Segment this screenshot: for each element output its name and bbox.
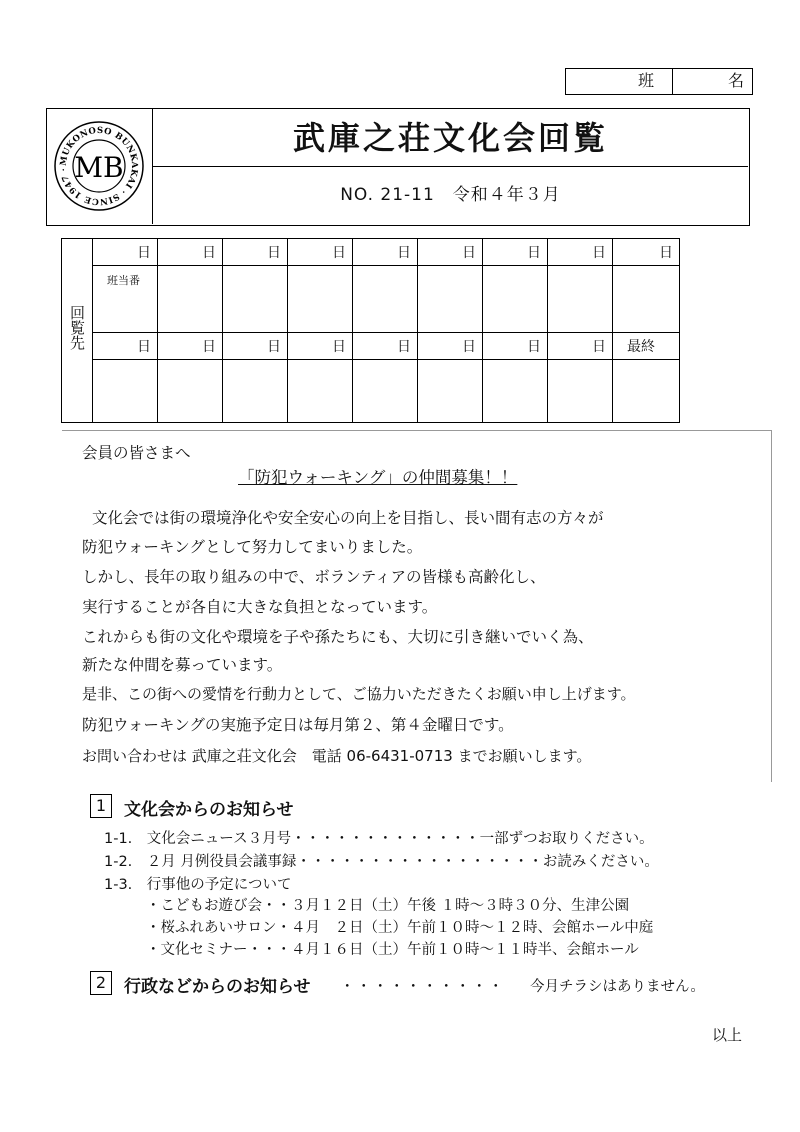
header-box (46, 108, 750, 226)
sign-cell (223, 266, 288, 333)
sign-cell (353, 360, 418, 423)
day-cell: 日 (418, 239, 483, 266)
day-cell: 日 (93, 333, 158, 360)
duty-cell: 班当番 (93, 266, 158, 333)
day-cell: 日 (223, 239, 288, 266)
day-cell: 日 (288, 239, 353, 266)
section-1-title: 文化会からのお知らせ (124, 800, 294, 820)
sign-cell (223, 360, 288, 423)
day-cell: 日 (288, 333, 353, 360)
logo-mark: MB (74, 151, 124, 184)
day-cell: 日 (93, 239, 158, 266)
sign-cell (353, 266, 418, 333)
notice-line: お問い合わせは 武庫之荘文化会 電話 06-6431-0713 までお願いします。 (82, 747, 592, 765)
section-1-item: 1-3. 行事他の予定について (104, 877, 292, 893)
day-cell: 日 (548, 333, 613, 360)
class-name-box (565, 68, 753, 95)
section-2-note: 今月チラシはありません。 (530, 979, 705, 995)
section-2-number: 2 (90, 971, 112, 995)
day-cell: 日 (353, 239, 418, 266)
day-cell: 日 (418, 333, 483, 360)
circulation-side-label: 回覧先 (62, 239, 93, 423)
name-label: 名 (727, 71, 744, 90)
notice-line: 実行することが各自に大きな負担となっています。 (82, 598, 438, 616)
sign-cell (158, 360, 223, 423)
day-cell: 日 (613, 239, 680, 266)
mb-seal-logo (47, 109, 151, 223)
notice-line: これからも街の文化や環境を子や孫たちにも、大切に引き継いでいく為、 (82, 628, 594, 646)
sign-cell (288, 360, 353, 423)
sign-cell (93, 360, 158, 423)
section-1-item: 1-2. ２月 月例役員会議事録・・・・・・・・・・・・・・・・・お読みください。 (104, 854, 659, 870)
notice-line: 防犯ウォーキングとして努力してまいりました。 (82, 538, 423, 556)
notice-greeting: 会員の皆さまへ (82, 444, 191, 462)
event-item: ・こどもお遊び会・・３月１２日（土）午後 １時～３時３０分、生津公園 (146, 898, 630, 914)
sign-cell (613, 266, 680, 333)
notice-line: 文化会では街の環境浄化や安全安心の向上を目指し、長い間有志の方々が (92, 509, 604, 527)
circulation-table (61, 238, 680, 423)
han-label: 班 (566, 69, 673, 94)
sign-cell (418, 266, 483, 333)
sign-cell (418, 360, 483, 423)
day-cell: 日 (158, 239, 223, 266)
section-1-number: 1 (90, 794, 112, 818)
issue-number: NO. 21-11 令和４年３月 (340, 185, 561, 205)
notice-line: 是非、この街への愛情を行動力として、ご協力いただきたくお願い申し上げます。 (82, 685, 636, 703)
sign-cell (483, 266, 548, 333)
sign-cell (158, 266, 223, 333)
day-cell: 日 (223, 333, 288, 360)
notice-line: 防犯ウォーキングの実施予定日は毎月第２、第４金曜日です。 (82, 716, 514, 734)
day-cell: 日 (548, 239, 613, 266)
logo-cell (47, 109, 153, 224)
section-2-title: 行政などからのお知らせ (124, 977, 311, 997)
day-cell: 日 (158, 333, 223, 360)
event-item: ・文化セミナー・・・４月１６日（土）午前１０時～１１時半、会館ホール (146, 942, 639, 958)
event-item: ・桜ふれあいサロン・４月 ２日（土）午前１０時～１２時、会館ホール中庭 (146, 920, 654, 936)
day-cell: 日 (483, 333, 548, 360)
day-cell: 日 (483, 239, 548, 266)
notice-box (62, 430, 772, 782)
day-cell: 日 (353, 333, 418, 360)
final-cell: 最終 (613, 333, 680, 360)
notice-line: しかし、長年の取り組みの中で、ボランティアの皆様も高齢化し、 (82, 568, 546, 586)
closing-mark: 以上 (712, 1026, 743, 1044)
sign-cell (288, 266, 353, 333)
sign-cell (483, 360, 548, 423)
sign-cell (548, 266, 613, 333)
page-title: 武庫之荘文化会回覧 (153, 109, 748, 167)
section-2-dots: ・・・・・・・・・・ (340, 979, 505, 995)
section-1-item: 1-1. 文化会ニュース３月号・・・・・・・・・・・・・一部ずつお取りください。 (104, 831, 654, 847)
sign-cell (548, 360, 613, 423)
notice-title: 「防犯ウォーキング」の仲間募集！！ (238, 468, 518, 487)
notice-line: 新たな仲間を募っています。 (82, 656, 283, 674)
logo-ring-text: MUKONOSO BUNKAKAI · SINCE 1947 · (58, 125, 140, 207)
sign-cell (613, 360, 680, 423)
